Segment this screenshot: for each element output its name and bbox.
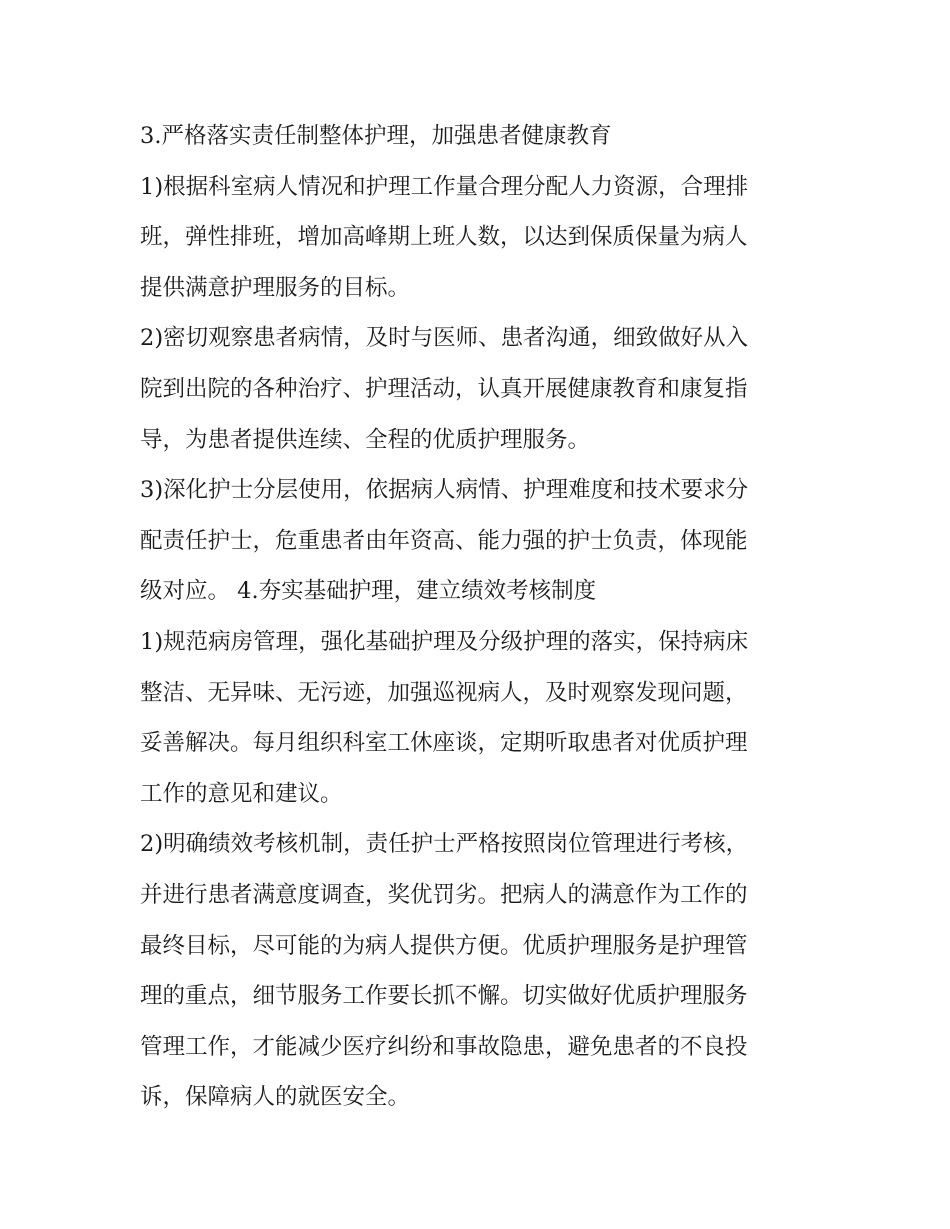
- text-line: 工作的意见和建议。: [140, 780, 343, 807]
- text-line: 班，弹性排班，增加高峰期上班人数，以达到保质保量为病人: [140, 224, 748, 251]
- text-line: 1)规范病房管理，强化基础护理及分级护理的落实，保持病床: [140, 628, 749, 655]
- text-line: 2)密切观察患者病情，及时与医师、患者沟通，细致做好从入: [140, 325, 749, 352]
- document-body: [140, 111, 820, 1123]
- text-line: 并进行患者满意度调查，奖优罚劣。把病人的满意作为工作的: [140, 881, 748, 908]
- text-line: 3)深化护士分层使用，依据病人病情、护理难度和技术要求分: [140, 477, 749, 504]
- text-line: 整洁、无异味、无污迹，加强巡视病人，及时观察发现问题，: [140, 679, 748, 706]
- text-line: 导，为患者提供连续、全程的优质护理服务。: [140, 426, 591, 453]
- text-line: 妥善解决。每月组织科室工休座谈，定期听取患者对优质护理: [140, 730, 748, 757]
- text-line: 1)根据科室病人情况和护理工作量合理分配人力资源，合理排: [140, 173, 749, 200]
- text-line: 诉，保障病人的就医安全。: [140, 1084, 411, 1111]
- text-line: 2)明确绩效考核机制，责任护士严格按照岗位管理进行考核，: [140, 831, 749, 858]
- text-line: 级对应。 4.夯实基础护理，建立绩效考核制度: [140, 578, 597, 605]
- text-line: 最终目标，尽可能的为病人提供方便。优质护理服务是护理管: [140, 932, 748, 959]
- text-line: 提供满意护理服务的目标。: [140, 274, 411, 301]
- text-line: 3.严格落实责任制整体护理，加强患者健康教育: [140, 123, 612, 149]
- text-line: 管理工作，才能减少医疗纠纷和事故隐患，避免患者的不良投: [140, 1033, 748, 1060]
- text-line: 理的重点，细节服务工作要长抓不懈。切实做好优质护理服务: [140, 983, 748, 1010]
- text-line: 配责任护士，危重患者由年资高、能力强的护士负责，体现能: [140, 527, 748, 554]
- text-line: 院到出院的各种治疗、护理活动，认真开展健康教育和康复指: [140, 375, 748, 402]
